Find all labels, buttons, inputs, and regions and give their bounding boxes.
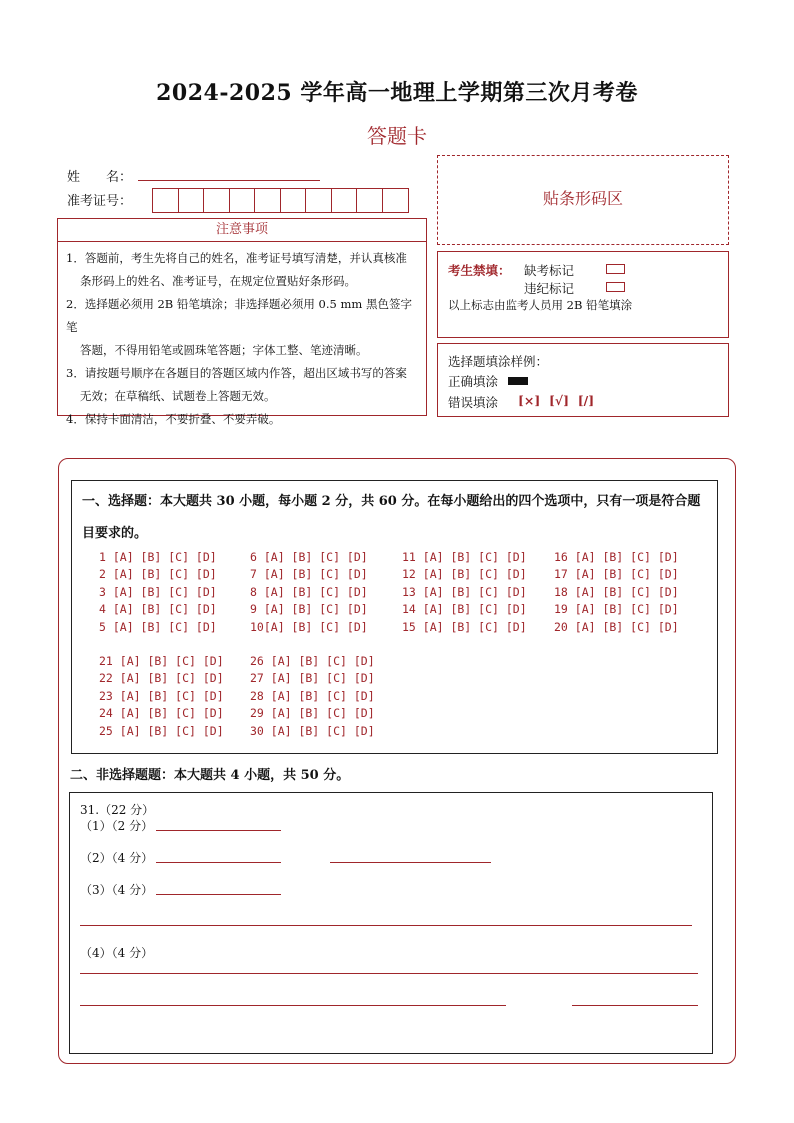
notice-line: 2．选择题必须用 2B 铅笔填涂；非选择题必须用 0.5 mm 黑色签字笔 (66, 297, 412, 334)
notice-line: 条形码上的姓名、准考证号，在规定位置贴好条形码。 (80, 274, 356, 288)
choice-question-row[interactable]: 8 [A] [B] [C] [D] (250, 584, 368, 599)
choice-question-row[interactable]: 6 [A] [B] [C] [D] (250, 550, 368, 564)
choice-question-row[interactable]: 30 [A] [B] [C] [D] (250, 723, 375, 738)
choice-question-row[interactable]: 16 [A] [B] [C] [D] (554, 550, 679, 564)
choice-question-row[interactable]: 20 [A] [B] [C] [D] (554, 619, 679, 634)
q31-label: 31.（22 分） (80, 803, 155, 817)
answer-line[interactable] (330, 862, 491, 863)
choice-question-row[interactable]: 19 [A] [B] [C] [D] (554, 602, 679, 617)
name-label: 姓 名： (67, 170, 133, 185)
ban-box (437, 251, 729, 338)
id-digit-box[interactable] (357, 189, 383, 212)
wrong-sample-marks: [×] [√] [/] (518, 393, 595, 408)
violation-label: 违纪标记 (524, 281, 575, 296)
absent-label: 缺考标记 (524, 263, 575, 278)
choice-question-row[interactable]: 3 [A] [B] [C] [D] (99, 584, 217, 599)
id-digit-box[interactable] (204, 189, 230, 212)
answer-line[interactable] (80, 1005, 506, 1006)
choice-question-row[interactable]: 25 [A] [B] [C] [D] (99, 723, 224, 738)
choice-question-row[interactable]: 1 [A] [B] [C] [D] (99, 550, 217, 564)
answer-line[interactable] (80, 973, 698, 974)
id-digit-box[interactable] (332, 189, 358, 212)
choice-question-row[interactable]: 4 [A] [B] [C] [D] (99, 602, 217, 617)
choice-question-row[interactable]: 23 [A] [B] [C] [D] (99, 688, 224, 703)
choice-question-row[interactable]: 13 [A] [B] [C] [D] (402, 584, 527, 599)
choice-question-row[interactable]: 21 [A] [B] [C] [D] (99, 654, 224, 668)
choice-question-row[interactable]: 10[A] [B] [C] [D] (250, 619, 368, 634)
answer-line[interactable] (80, 925, 692, 926)
q31-part1-label: （1）（2 分） (80, 819, 154, 833)
choice-question-row[interactable]: 5 [A] [B] [C] [D] (99, 619, 217, 634)
choice-question-row[interactable]: 29 [A] [B] [C] [D] (250, 706, 375, 721)
wrong-label: 错误填涂 (448, 395, 499, 410)
choice-question-row[interactable]: 7 [A] [B] [C] [D] (250, 567, 368, 582)
answer-line[interactable] (156, 862, 281, 863)
choice-question-row[interactable]: 12 [A] [B] [C] [D] (402, 567, 527, 582)
choice-question-row[interactable]: 9 [A] [B] [C] [D] (250, 602, 368, 617)
q31-part2-label: （2）（4 分） (80, 851, 154, 865)
notice-line: 无效；在草稿纸、试题卷上答题无效。 (80, 389, 276, 403)
q31-part3-label: （3）（4 分） (80, 883, 154, 897)
answer-card-title: 答题卡 (367, 124, 427, 148)
answer-line[interactable] (156, 830, 281, 831)
choice-section-title: 一、选择题：本大题共 30 小题，每小题 2 分，共 60 分。在每小题给出的四个选项中，只有一项是符合题目要求的。 (82, 494, 701, 541)
sample-box (437, 343, 729, 417)
name-field[interactable] (138, 180, 320, 181)
free-response-title: 二、非选择题题：本大题共 4 小题，共 50 分。 (70, 768, 350, 783)
answer-line[interactable] (572, 1005, 698, 1006)
id-digit-box[interactable] (153, 189, 179, 212)
choice-question-row[interactable]: 22 [A] [B] [C] [D] (99, 671, 224, 686)
notice-line: 3．请按题号顺序在各题目的答题区域内作答，超出区域书写的答案 (66, 366, 407, 380)
choice-question-row[interactable]: 18 [A] [B] [C] [D] (554, 584, 679, 599)
choice-question-row[interactable]: 26 [A] [B] [C] [D] (250, 654, 375, 668)
notice-line: 4．保持卡面清洁，不要折叠、不要弄破。 (66, 412, 281, 426)
choice-question-row[interactable]: 17 [A] [B] [C] [D] (554, 567, 679, 582)
absent-mark-box[interactable] (606, 264, 625, 274)
violation-mark-box[interactable] (606, 282, 625, 292)
sample-title: 选择题填涂样例： (448, 354, 549, 369)
id-digit-box[interactable] (230, 189, 256, 212)
notice-heading: 注意事项 (57, 218, 427, 242)
exam-id-boxes[interactable] (152, 188, 409, 213)
notice-line: 答题，不得用铅笔或圆珠笔答题；字体工整、笔迹清晰。 (80, 343, 368, 357)
q31-part4-label: （4）（4 分） (80, 946, 154, 960)
choice-question-row[interactable]: 28 [A] [B] [C] [D] (250, 688, 375, 703)
choice-question-row[interactable]: 27 [A] [B] [C] [D] (250, 671, 375, 686)
barcode-area: 贴条形码区 (437, 155, 729, 245)
choice-question-row[interactable]: 24 [A] [B] [C] [D] (99, 706, 224, 721)
choice-question-row[interactable]: 15 [A] [B] [C] [D] (402, 619, 527, 634)
choice-question-row[interactable]: 2 [A] [B] [C] [D] (99, 567, 217, 582)
notice-box (57, 242, 427, 426)
ban-label: 考生禁填： (448, 263, 511, 278)
notice-line: 1．答题前，考生先将自己的姓名，准考证号填写清楚，并认真核准 (66, 251, 407, 265)
id-digit-box[interactable] (281, 189, 307, 212)
ban-note: 以上标志由监考人员用 2B 铅笔填涂 (448, 298, 633, 312)
choice-question-row[interactable]: 11 [A] [B] [C] [D] (402, 550, 527, 564)
filled-sample-mark (508, 377, 528, 385)
exam-title: 2024-2025 学年高一地理上学期第三次月考卷 (156, 80, 638, 106)
id-digit-box[interactable] (255, 189, 281, 212)
answer-line[interactable] (156, 894, 281, 895)
id-digit-box[interactable] (383, 189, 409, 212)
id-digit-box[interactable] (306, 189, 332, 212)
correct-label: 正确填涂 (448, 374, 499, 389)
choice-question-row[interactable]: 14 [A] [B] [C] [D] (402, 602, 527, 617)
free-response-box (69, 792, 713, 1054)
exam-id-label: 准考证号： (67, 194, 133, 209)
id-digit-box[interactable] (179, 189, 205, 212)
